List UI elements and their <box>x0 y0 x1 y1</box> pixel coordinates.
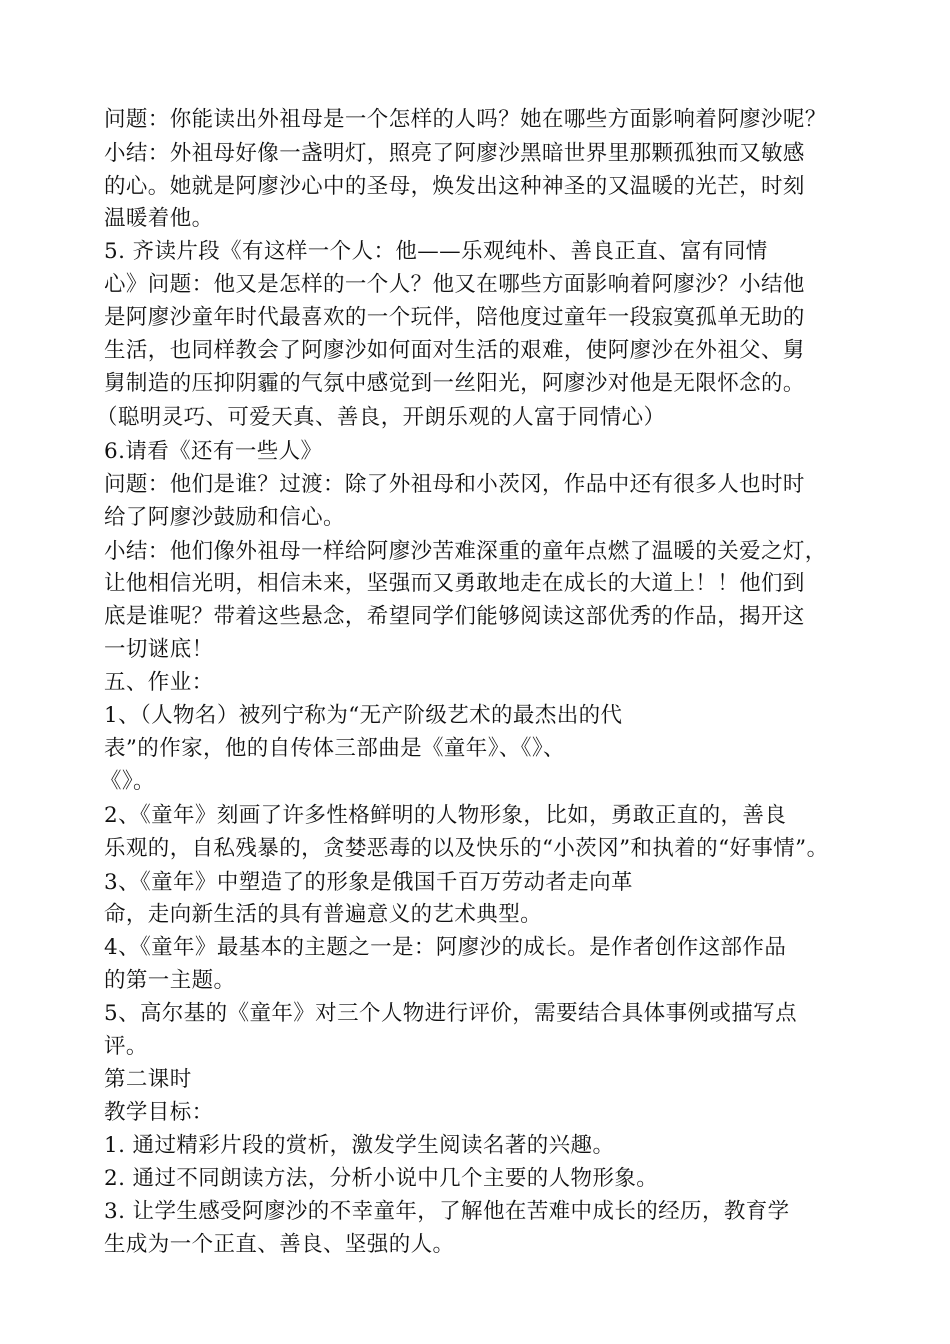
text-line: 4、《童年》最基本的主题之一是：阿廖沙的成长。是作者创作这部作品 <box>104 935 787 960</box>
text-line: 6.请看《还有一些人》 <box>104 439 323 464</box>
text-line: 问题：他们是谁？过渡：除了外祖母和小茨冈，作品中还有很多人也时时 <box>104 472 805 497</box>
text-line: 1. 通过精彩片段的赏析，激发学生阅读名著的兴趣。 <box>104 1133 615 1158</box>
text-line: 是阿廖沙童年时代最喜欢的一个玩伴，陪他度过童年一段寂寞孤单无助的 <box>104 305 805 330</box>
text-line: 心》问题：他又是怎样的一个人？他又在哪些方面影响着阿廖沙？小结他 <box>104 272 805 297</box>
text-line: 1、（人物名）被列宁称为“无产阶级艺术的最杰出的代 <box>104 703 623 728</box>
text-line: 小结：外祖母好像一盏明灯，照亮了阿廖沙黑暗世界里那颗孤独而又敏感 <box>104 141 805 166</box>
text-line: 2. 通过不同朗读方法，分析小说中几个主要的人物形象。 <box>104 1166 659 1191</box>
text-line: 给了阿廖沙鼓励和信心。 <box>104 505 345 530</box>
text-line: 一切谜底！ <box>104 637 214 662</box>
text-line: 让他相信光明，相信未来，坚强而又勇敢地走在成长的大道上！！他们到 <box>104 571 805 596</box>
text-line: 生成为一个正直、善良、坚强的人。 <box>104 1232 455 1257</box>
text-line: 乐观的，自私残暴的，贪婪恶毒的以及快乐的“小茨冈”和执着的“好事情”。 <box>104 836 829 861</box>
text-line: 3、《童年》中塑造了的形象是俄国千百万劳动者走向革 <box>104 870 633 895</box>
section-heading: 五、作业： <box>104 670 214 695</box>
text-line: 5. 齐读片段《有这样一个人：他——乐观纯朴、善良正直、富有同情 <box>104 239 768 264</box>
section-heading: 教学目标： <box>104 1100 214 1125</box>
text-line: 小结：他们像外祖母一样给阿廖沙苦难深重的童年点燃了温暖的关爱之灯， <box>104 539 827 564</box>
text-line: 的心。她就是阿廖沙心中的圣母，焕发出这种神圣的又温暖的光芒，时刻 <box>104 174 805 199</box>
text-line: 命，走向新生活的具有普遍意义的艺术典型。 <box>104 902 543 927</box>
section-heading: 第二课时 <box>104 1067 192 1092</box>
text-line: 生活，也同样教会了阿廖沙如何面对生活的艰难，使阿廖沙在外祖父、舅 <box>104 338 805 363</box>
text-line: 温暖着他。 <box>104 206 214 231</box>
text-line: 《》。 <box>100 769 155 794</box>
text-line: 评。 <box>104 1034 148 1059</box>
text-line: 5、高尔基的《童年》对三个人物进行评价，需要结合具体事例或描写点 <box>104 1001 797 1026</box>
text-line: （聪明灵巧、可爱天真、善良，开朗乐观的人富于同情心） <box>96 405 666 430</box>
text-line: 2、《童年》刻画了许多性格鲜明的人物形象，比如，勇敢正直的，善良 <box>104 803 787 828</box>
text-line: 的第一主题。 <box>104 968 236 993</box>
text-line: 问题：你能读出外祖母是一个怎样的人吗？她在哪些方面影响着阿廖沙呢？ <box>104 107 827 132</box>
text-line: 舅制造的压抑阴霾的气氛中感觉到一丝阳光，阿廖沙对他是无限怀念的。 <box>104 371 805 396</box>
text-line: 底是谁呢？带着这些悬念，希望同学们能够阅读这部优秀的作品，揭开这 <box>104 604 805 629</box>
text-line: 3. 让学生感受阿廖沙的不幸童年，了解他在苦难中成长的经历，教育学 <box>104 1199 790 1224</box>
text-line: 表”的作家，他的自传体三部曲是《童年》、《》、 <box>104 736 565 761</box>
